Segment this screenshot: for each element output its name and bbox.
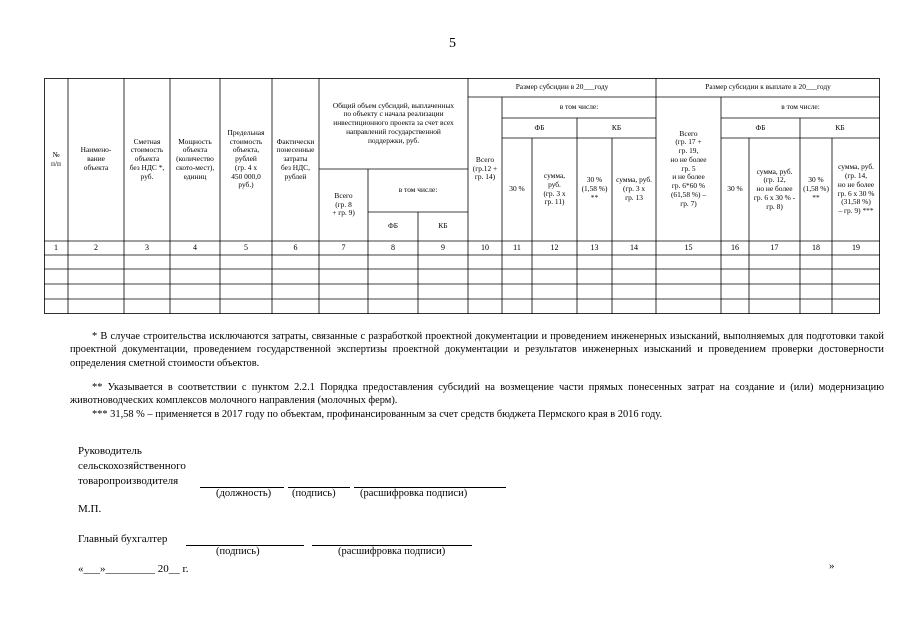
head-title-line-3: товаропроизводителя bbox=[78, 475, 179, 487]
header-col-3: Сметная стоимость объекта без НДС *, руб. bbox=[129, 136, 165, 181]
col-number-3: 3 bbox=[145, 243, 149, 253]
hint-signature: (подпись) bbox=[292, 488, 336, 499]
header-col-16: 30 % bbox=[727, 184, 743, 194]
header-col-7: Всего (гр. 8 + гр. 9) bbox=[332, 190, 355, 218]
col-number-19: 19 bbox=[852, 243, 860, 253]
date-line: «___»_________ 20__ г. bbox=[78, 563, 189, 575]
header-col-9: КБ bbox=[438, 221, 448, 231]
col-number-7: 7 bbox=[341, 243, 346, 253]
subsidy-table bbox=[44, 78, 880, 314]
hint-position: (должность) bbox=[216, 488, 272, 499]
col-number-6: 6 bbox=[293, 243, 298, 253]
header-group-pay: Размер субсидии к выплате в 20___году bbox=[705, 82, 831, 92]
footnote-3: *** 31,58 % – применяется в 2017 году по объектам, профинансированным за счет средств бюджета Пермского края в 2016 году. bbox=[92, 409, 663, 420]
header-col-4: Мощность объекта (количество ското-мест), единиц bbox=[175, 136, 215, 181]
hint-signature-2: (подпись) bbox=[216, 546, 260, 557]
header-incl-2: в том числе: bbox=[559, 102, 599, 112]
col-number-17: 17 bbox=[770, 243, 779, 253]
header-col-11: 30 % bbox=[509, 184, 525, 194]
header-col-17: сумма, руб. (гр. 12, но не более гр. 6 x 30 % - гр. 8) bbox=[753, 166, 796, 211]
col-number-9: 9 bbox=[441, 243, 445, 253]
head-title-line-2: сельскохозяйственного bbox=[78, 460, 186, 472]
header-incl-3: в том числе: bbox=[781, 102, 820, 112]
header-col-10: Всего (гр.12 + гр. 14) bbox=[472, 154, 498, 182]
col-number-5: 5 bbox=[244, 243, 248, 253]
col-number-14: 14 bbox=[630, 243, 638, 253]
col-number-4: 4 bbox=[193, 243, 197, 253]
col-number-12: 12 bbox=[550, 243, 559, 253]
col-number-13: 13 bbox=[590, 243, 599, 253]
chief-accountant-label: Главный бухгалтер bbox=[78, 533, 168, 545]
header-fb-2: ФБ bbox=[534, 122, 545, 132]
header-incl-1: в том числе: bbox=[398, 185, 438, 195]
header-col-12: сумма, руб. (гр. 3 x гр. 11) bbox=[543, 171, 566, 207]
header-group-size: Размер субсидии в 20___году bbox=[515, 82, 609, 92]
stamp-label: М.П. bbox=[78, 503, 102, 515]
page-number: 5 bbox=[449, 36, 456, 51]
header-kb-2: КБ bbox=[611, 122, 622, 132]
col-number-15: 15 bbox=[684, 243, 693, 253]
col-number-1: 1 bbox=[54, 243, 58, 253]
header-col-15: Всего (гр. 17 + гр. 19, но не более гр. 5 и не более гр. 6*60 % (61,58 %) – гр. 7) bbox=[670, 128, 707, 208]
header-col-8: ФБ bbox=[387, 221, 399, 231]
col-number-11: 11 bbox=[513, 243, 521, 253]
head-title-line-1: Руководитель bbox=[78, 445, 142, 457]
footnote-2: ** Указывается в соответствии с пунктом 2.2.1 Порядка предоставления субсидий на возмещение части прямых понесенных затрат на создание и (или) модернизацию животноводческих комплексов молочного направления (молочных ферм). bbox=[70, 382, 884, 407]
closing-quote: » bbox=[829, 560, 835, 572]
hint-decoding-2: (расшифровка подписи) bbox=[338, 546, 446, 557]
header-col-19: сумма, руб. (гр. 14, но не более гр. 6 x 30 % (31,58 %) – гр. 9) *** bbox=[837, 162, 875, 215]
col-number-2: 2 bbox=[94, 243, 98, 253]
header-col-18: 30 % (1,58 %) ** bbox=[803, 175, 829, 202]
col-number-18: 18 bbox=[812, 243, 820, 253]
header-col-1: № п/п bbox=[51, 149, 61, 168]
hint-decoding: (расшифровка подписи) bbox=[360, 488, 468, 499]
header-col-5: Предельная стоимость объекта, рублей (гр. 4 x 450 000,0 руб.) bbox=[227, 127, 265, 190]
header-col-13: 30 % (1,58 %) ** bbox=[581, 175, 608, 202]
header-fb-3: ФБ bbox=[755, 122, 766, 132]
header-col-14: сумма, руб. (гр. 3 x гр. 13 bbox=[616, 175, 652, 202]
footnote-1: * В случае строительства исключаются затраты, связанные с разработкой проектной документации и проведением инженерных изысканий, выполняемых для подготовки такой проектной документации, проведением государственной экспертизы проектной документации и результатов инженерных изысканий и проведением проверки достоверности определения сметной стоимости объектов. bbox=[70, 331, 884, 369]
header-kb-3: КБ bbox=[835, 122, 845, 132]
header-group-total: Общий объем субсидий, выплаченных по объекту с начала реализации инвестиционного проекта за счет всех направлений государственной поддержки, руб. bbox=[332, 100, 455, 145]
header-col-2: Наимено- вание объекта bbox=[80, 145, 112, 172]
col-number-16: 16 bbox=[731, 243, 739, 253]
col-number-8: 8 bbox=[391, 243, 395, 253]
col-number-10: 10 bbox=[481, 243, 489, 253]
header-col-6: Фактически понесенные затраты без НДС, рублей bbox=[276, 136, 315, 181]
